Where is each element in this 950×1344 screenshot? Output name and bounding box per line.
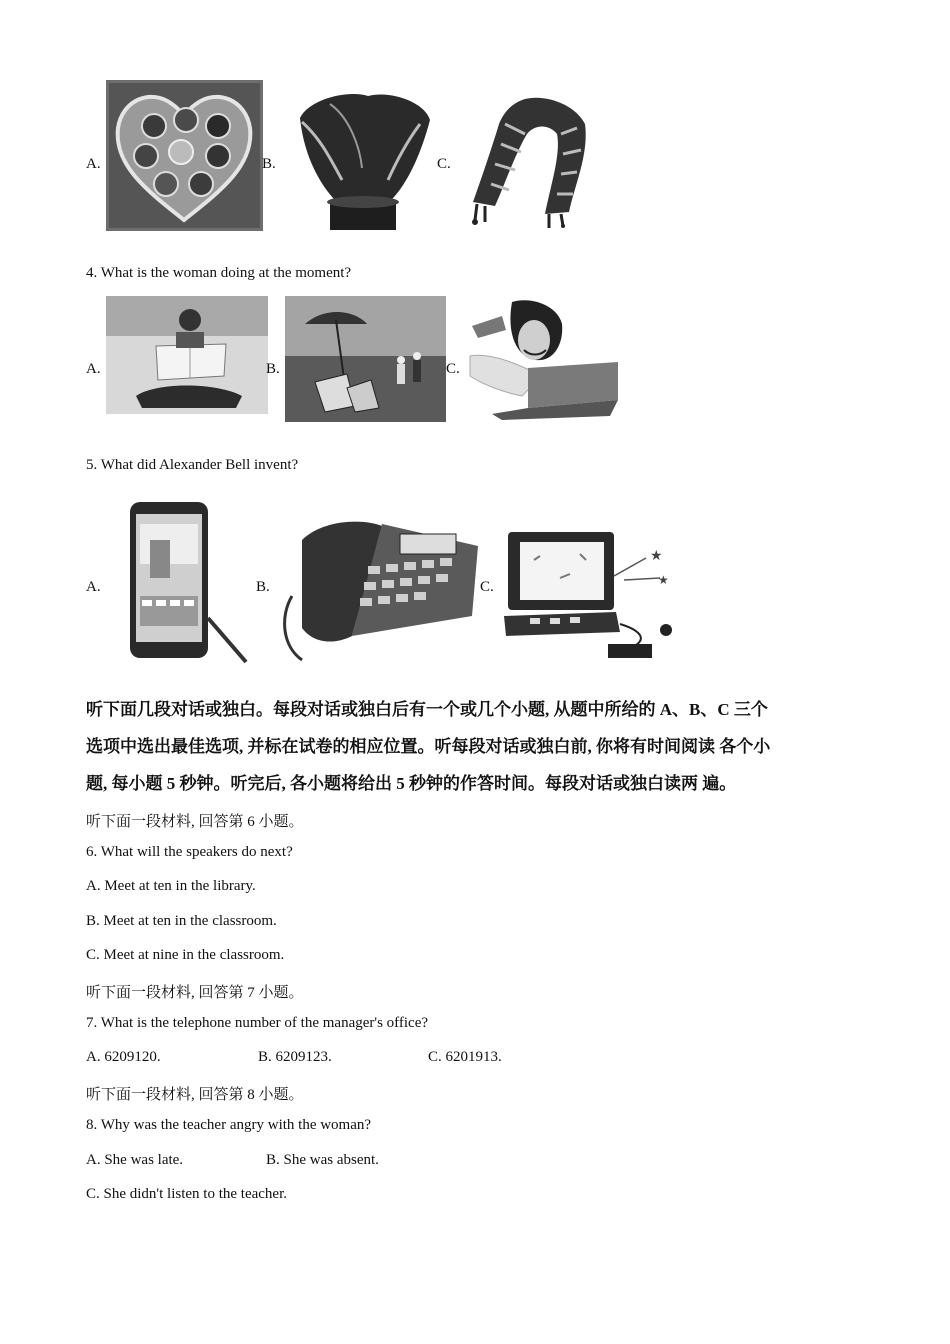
q5-option-c-label: C. — [480, 579, 494, 595]
question-8-intro: 听下面一段材料, 回答第 8 小题。 — [86, 1087, 304, 1103]
q4-option-c-label: C. — [446, 361, 460, 377]
question-5-text: 5. What did Alexander Bell invent? — [86, 457, 299, 473]
svg-text:★: ★ — [650, 548, 663, 564]
q6-option-a: A. Meet at ten in the library. — [86, 878, 256, 894]
computer-image — [500, 520, 690, 670]
q3-option-b-label: B. — [262, 156, 276, 172]
scarf-image — [465, 94, 591, 228]
svg-text:★: ★ — [658, 573, 669, 587]
q7-option-a: A. 6209120. — [86, 1049, 161, 1065]
q4-option-b-label: B. — [266, 361, 280, 377]
q4-option-a-label: A. — [86, 361, 101, 377]
question-8-text: 8. Why was the teacher angry with the woman? — [86, 1117, 372, 1133]
telephone-image — [272, 506, 480, 666]
woman-reading-image — [106, 296, 268, 414]
woman-laptop-image — [462, 296, 623, 422]
question-6-text: 6. What will the speakers do next? — [86, 844, 293, 860]
instruction-line-3: 题, 每小题 5 秒钟。听完后, 各小题将给出 5 秒钟的作答时间。每段对话或独白读两 遍。 — [86, 774, 737, 793]
question-7-text: 7. What is the telephone number of the manager's office? — [86, 1015, 429, 1031]
q8-option-b: B. She was absent. — [266, 1152, 379, 1168]
q6-option-c: C. Meet at nine in the classroom. — [86, 947, 285, 963]
beach-image — [285, 296, 446, 422]
question-6-intro: 听下面一段材料, 回答第 6 小题。 — [86, 814, 304, 830]
q8-option-a: A. She was late. — [86, 1152, 184, 1168]
instruction-line-2: 选项中选出最佳选项, 并标在试卷的相应位置。听每段对话或独白前, 你将有时间阅读 各个小 — [86, 737, 771, 756]
chocolate-box-image — [106, 80, 263, 231]
q7-option-c: C. 6201913. — [428, 1049, 502, 1065]
question-4-text: 4. What is the woman doing at the moment? — [86, 265, 352, 281]
flower-bouquet-image — [290, 88, 435, 232]
instruction-line-1: 听下面几段对话或独白。每段对话或独白后有一个或几个小题, 从题中所给的 A、B、C 三个 — [86, 700, 768, 719]
question-7-intro: 听下面一段材料, 回答第 7 小题。 — [86, 985, 304, 1001]
q3-option-c-label: C. — [437, 156, 451, 172]
smartphone-image — [126, 500, 251, 668]
q8-option-c: C. She didn't listen to the teacher. — [86, 1186, 287, 1202]
q7-option-b: B. 6209123. — [258, 1049, 332, 1065]
q5-option-a-label: A. — [86, 579, 101, 595]
q6-option-b: B. Meet at ten in the classroom. — [86, 913, 277, 929]
q3-option-a-label: A. — [86, 156, 101, 172]
q5-option-b-label: B. — [256, 579, 270, 595]
